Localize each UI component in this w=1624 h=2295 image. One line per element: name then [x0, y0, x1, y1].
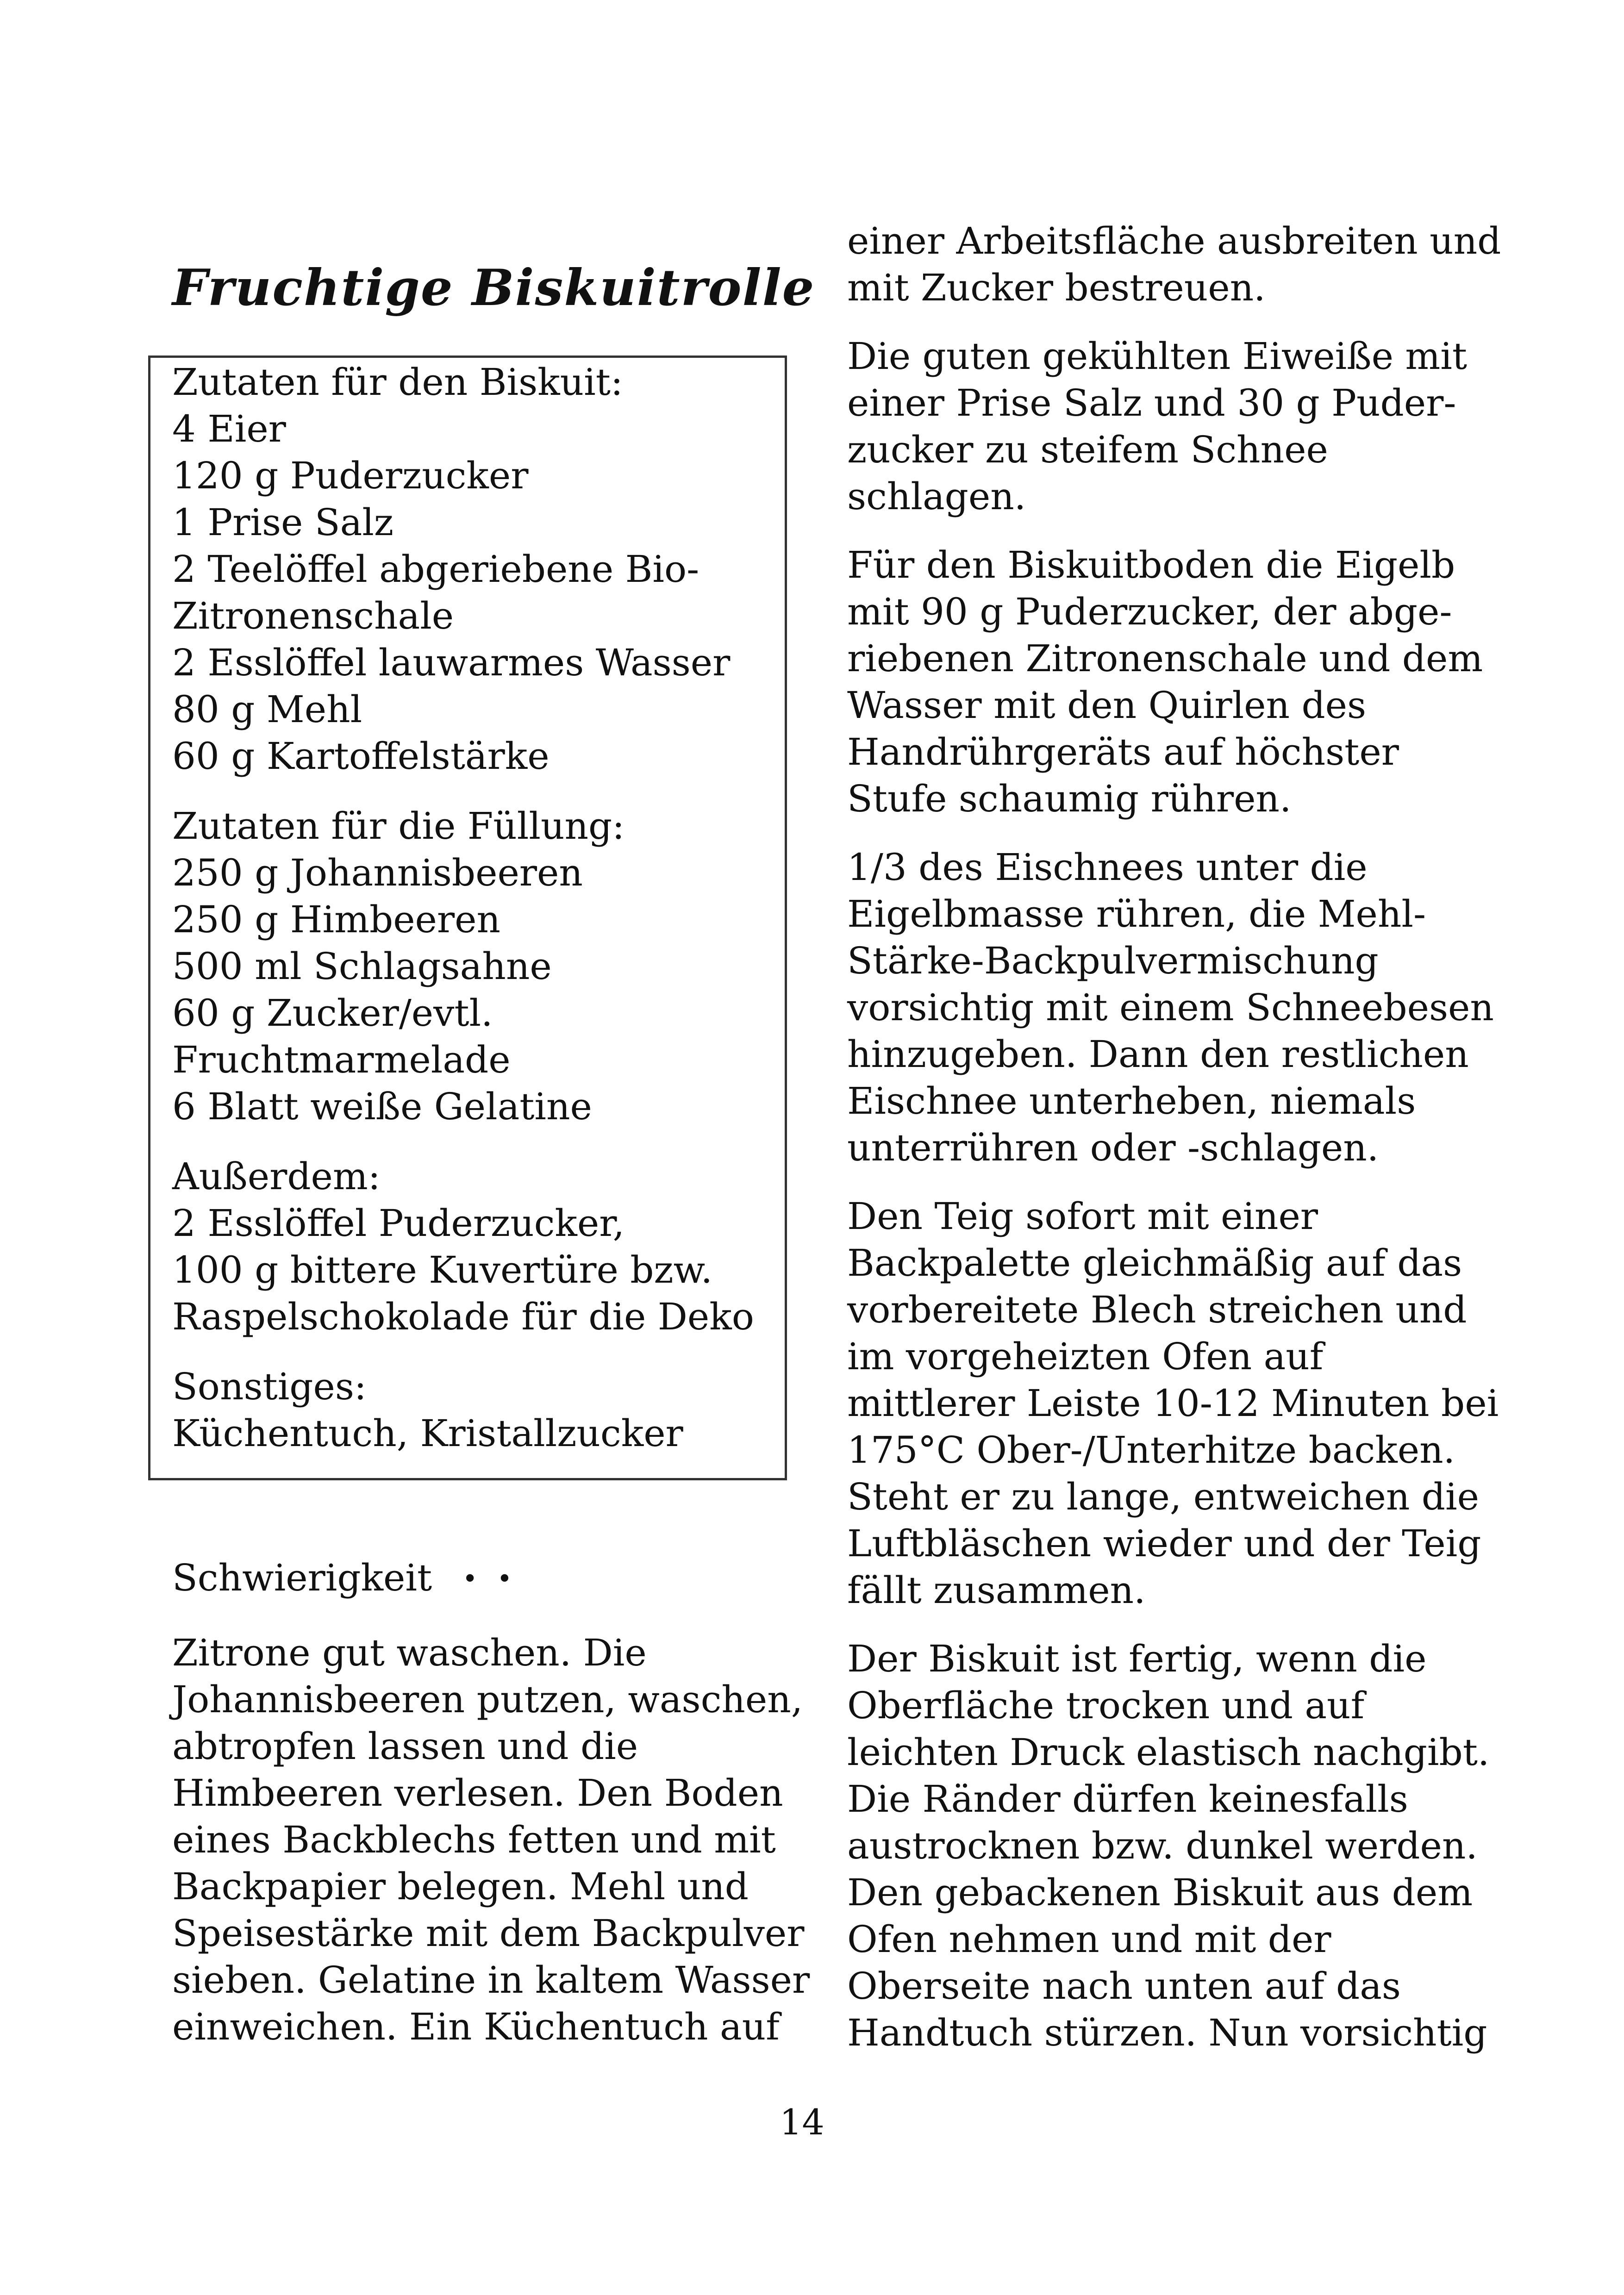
- ingredient-group-heading: Sonstiges:: [172, 1365, 367, 1408]
- text-line: einer Prise Salz und 30 g Puder-: [847, 381, 1456, 424]
- text-line: Für den Biskuitboden die Eigelb: [847, 543, 1455, 586]
- page-number: 14: [780, 2102, 824, 2143]
- text-line: Backpapier belegen. Mehl und: [172, 1865, 749, 1908]
- ingredient-line: 4 Eier: [172, 407, 286, 450]
- instructions-left-column: [172, 1629, 810, 2072]
- text-line: sieben. Gelatine in kaltem Wasser: [172, 1958, 810, 2002]
- text-line: Oberfläche trocken und auf: [847, 1684, 1365, 1727]
- text-line: mit Zucker bestreuen.: [847, 266, 1266, 309]
- text-line: Steht er zu lange, entweichen die: [847, 1475, 1479, 1518]
- text-line: austrocknen bzw. dunkel werden.: [847, 1824, 1478, 1867]
- instruction-paragraph: [847, 218, 1501, 311]
- text-line: Johannisbeeren putzen, waschen,: [172, 1678, 803, 1721]
- text-line: Ofen nehmen und mit der: [847, 1918, 1331, 1961]
- instructions-right-column: [847, 218, 1501, 2078]
- text-line: riebenen Zitronenschale und dem: [847, 637, 1483, 680]
- ingredient-line: 6 Blatt weiße Gelatine: [172, 1085, 592, 1128]
- text-line: abtropfen lassen und die: [172, 1725, 638, 1768]
- instruction-paragraph: [847, 844, 1494, 1171]
- difficulty-dots: • •: [462, 1564, 518, 1594]
- difficulty-rating: [172, 1554, 518, 1603]
- text-line: eines Backblechs fetten und mit: [172, 1818, 776, 1861]
- ingredient-line: Küchentuch, Kristallzucker: [172, 1412, 683, 1455]
- ingredient-group: [172, 1153, 779, 1340]
- recipe-title: Fruchtige Biskuitrolle: [172, 259, 815, 318]
- text-line: 175°C Ober-/Unterhitze backen.: [847, 1428, 1455, 1472]
- ingredient-line: Raspelschokolade für die Deko: [172, 1295, 754, 1338]
- text-line: Die Ränder dürfen keinesfalls: [847, 1777, 1408, 1821]
- text-line: Stärke-Backpulvermischung: [847, 939, 1379, 982]
- text-line: leichten Druck elastisch nachgibt.: [847, 1731, 1490, 1774]
- text-line: Die guten gekühlten Eiweiße mit: [847, 335, 1467, 378]
- text-line: Stufe schaumig rühren.: [847, 777, 1292, 820]
- text-line: Der Biskuit ist fertig, wenn die: [847, 1637, 1427, 1680]
- ingredient-line: 80 g Mehl: [172, 688, 362, 731]
- text-line: unterrühren oder -schlagen.: [847, 1126, 1379, 1169]
- text-line: einer Arbeitsfläche ausbreiten und: [847, 219, 1501, 262]
- text-line: vorsichtig mit einem Schneebesen: [847, 986, 1494, 1029]
- ingredient-line: Fruchtmarmelade: [172, 1038, 511, 1081]
- text-line: vorbereitete Blech streichen und: [847, 1288, 1467, 1331]
- text-line: Himbeeren verlesen. Den Boden: [172, 1771, 783, 1815]
- text-line: Handtuch stürzen. Nun vorsichtig: [847, 2011, 1487, 2054]
- text-line: 1/3 des Eischnees unter die: [847, 846, 1368, 889]
- text-line: Den Teig sofort mit einer: [847, 1195, 1318, 1238]
- instruction-paragraph: [847, 333, 1467, 520]
- instruction-paragraph: [172, 1629, 810, 2050]
- text-line: Handrührgeräts auf höchster: [847, 730, 1399, 773]
- ingredient-group: [172, 803, 779, 1130]
- ingredient-line: 500 ml Schlagsahne: [172, 945, 552, 988]
- ingredient-group: [172, 359, 779, 780]
- text-line: Wasser mit den Quirlen des: [847, 684, 1367, 727]
- ingredient-line: 250 g Johannisbeeren: [172, 851, 583, 894]
- text-line: Eigelbmasse rühren, die Mehl-: [847, 892, 1426, 935]
- ingredients-list: [172, 359, 779, 1480]
- instruction-paragraph: [847, 542, 1483, 822]
- text-line: Luftbläschen wieder und der Teig: [847, 1522, 1481, 1565]
- instruction-paragraph: [847, 1635, 1490, 2056]
- text-line: Den gebackenen Biskuit aus dem: [847, 1871, 1473, 1914]
- instruction-paragraph: [847, 1193, 1499, 1614]
- text-line: Speisestärke mit dem Backpulver: [172, 1912, 805, 1955]
- text-line: mit 90 g Puderzucker, der abge-: [847, 590, 1452, 633]
- ingredient-line: Zitronenschale: [172, 594, 454, 637]
- ingredient-group-heading: Zutaten für die Füllung:: [172, 804, 625, 848]
- text-line: Eischnee unterheben, niemals: [847, 1079, 1416, 1123]
- text-line: einweichen. Ein Küchentuch auf: [172, 2005, 780, 2048]
- text-line: Zitrone gut waschen. Die: [172, 1631, 647, 1674]
- ingredient-group-heading: Außerdem:: [172, 1155, 381, 1198]
- text-line: fällt zusammen.: [847, 1569, 1146, 1612]
- ingredient-line: 60 g Kartoffelstärke: [172, 735, 550, 778]
- text-line: schlagen.: [847, 475, 1026, 518]
- ingredient-line: 250 g Himbeeren: [172, 898, 500, 941]
- ingredient-line: 100 g bittere Kuvertüre bzw.: [172, 1248, 712, 1291]
- text-line: Oberseite nach unten auf das: [847, 1964, 1401, 2008]
- text-line: zucker zu steifem Schnee: [847, 428, 1328, 471]
- ingredient-line: 60 g Zucker/evtl.: [172, 992, 493, 1035]
- ingredient-group: [172, 1363, 779, 1457]
- difficulty-label: Schwierigkeit: [172, 1556, 432, 1599]
- ingredient-line: 2 Teelöffel abgeriebene Bio-: [172, 548, 700, 591]
- text-line: Backpalette gleichmäßig auf das: [847, 1241, 1462, 1285]
- text-line: im vorgeheizten Ofen auf: [847, 1335, 1324, 1378]
- ingredient-line: 120 g Puderzucker: [172, 454, 529, 497]
- text-line: hinzugeben. Dann den restlichen: [847, 1033, 1469, 1076]
- ingredient-line: 2 Esslöffel Puderzucker,: [172, 1202, 625, 1245]
- ingredient-group-heading: Zutaten für den Biskuit:: [172, 361, 623, 404]
- ingredient-line: 2 Esslöffel lauwarmes Wasser: [172, 641, 731, 684]
- text-line: mittlerer Leiste 10-12 Minuten bei: [847, 1382, 1499, 1425]
- ingredient-line: 1 Prise Salz: [172, 501, 394, 544]
